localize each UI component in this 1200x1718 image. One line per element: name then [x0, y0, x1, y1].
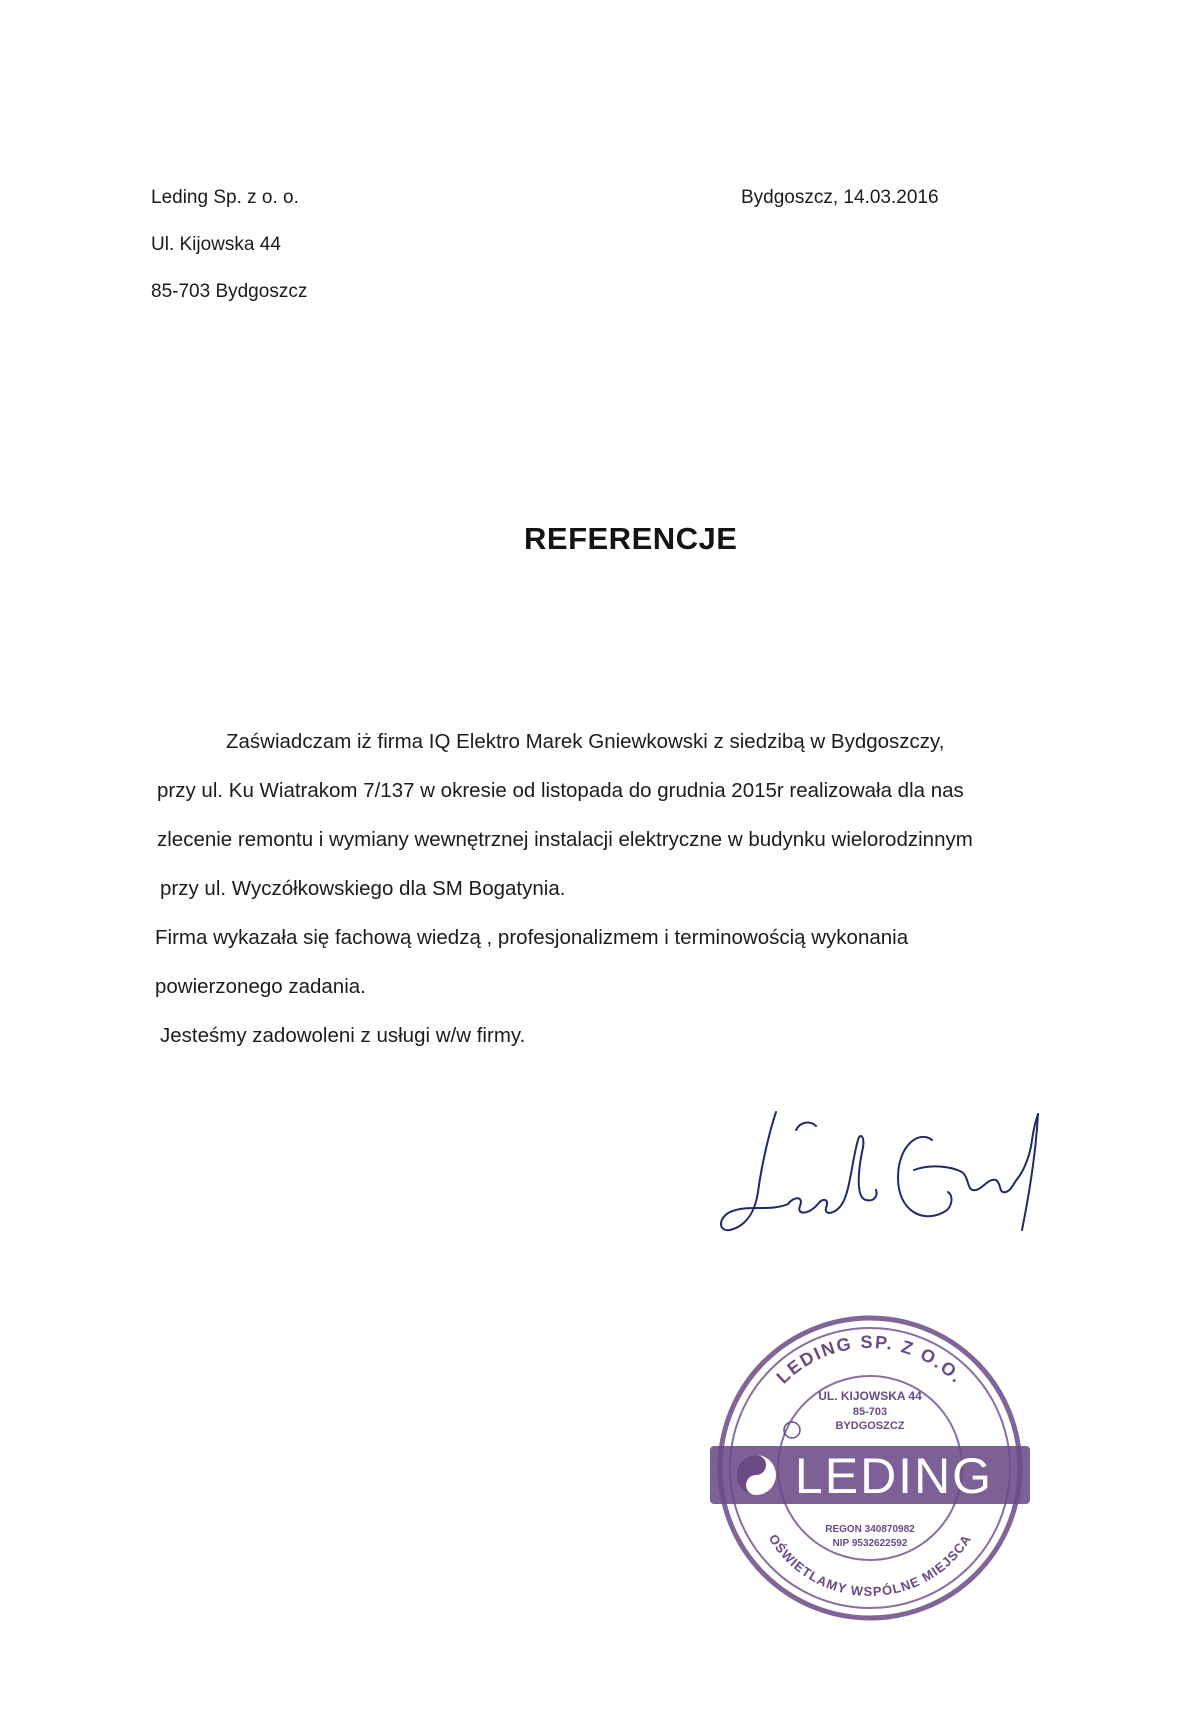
sender-name: Leding Sp. z o. o.: [151, 187, 299, 208]
handwritten-signature: [700, 1100, 1060, 1260]
document-title: REFERENCJE: [524, 521, 738, 556]
sender-city: 85-703 Bydgoszcz: [151, 281, 308, 302]
stamp-city: BYDGOSZCZ: [835, 1420, 905, 1432]
stamp-nip: NIP 9532622592: [832, 1538, 908, 1549]
body-line: Jesteśmy zadowoleni z usługi w/w firmy.: [160, 1024, 526, 1047]
sender-street: Ul. Kijowska 44: [151, 234, 281, 255]
body-line: Firma wykazała się fachową wiedzą , profesjonalizmem i terminowością wykonania: [155, 926, 909, 949]
stamp-company-text: LEDING SP. Z O.O.: [772, 1331, 968, 1388]
body-line: zlecenie remontu i wymiany wewnętrznej instalacji elektryczne w budynku wielorodzinnym: [157, 828, 973, 851]
stamp-logo-text: LEDING: [794, 1448, 994, 1504]
body-line: Zaświadczam iż firma IQ Elektro Marek Gniewkowski z siedzibą w Bydgoszczy,: [226, 730, 945, 753]
stamp-street: UL. KIJOWSKA 44: [818, 1389, 922, 1403]
company-stamp: [710, 1308, 1030, 1628]
stamp-regon: REGON 340870982: [825, 1524, 915, 1535]
stamp-motto-text: OŚWIETLAMY WSPÓLNE MIEJSCA: [765, 1531, 975, 1600]
body-line: przy ul. Ku Wiatrakom 7/137 w okresie od listopada do grudnia 2015r realizowała dla nas: [157, 779, 964, 802]
place-date: Bydgoszcz, 14.03.2016: [741, 187, 939, 208]
stamp-postal: 85-703: [852, 1406, 888, 1418]
body-line: powierzonego zadania.: [155, 975, 366, 998]
body-line: przy ul. Wyczółkowskiego dla SM Bogatynia.: [160, 877, 566, 900]
